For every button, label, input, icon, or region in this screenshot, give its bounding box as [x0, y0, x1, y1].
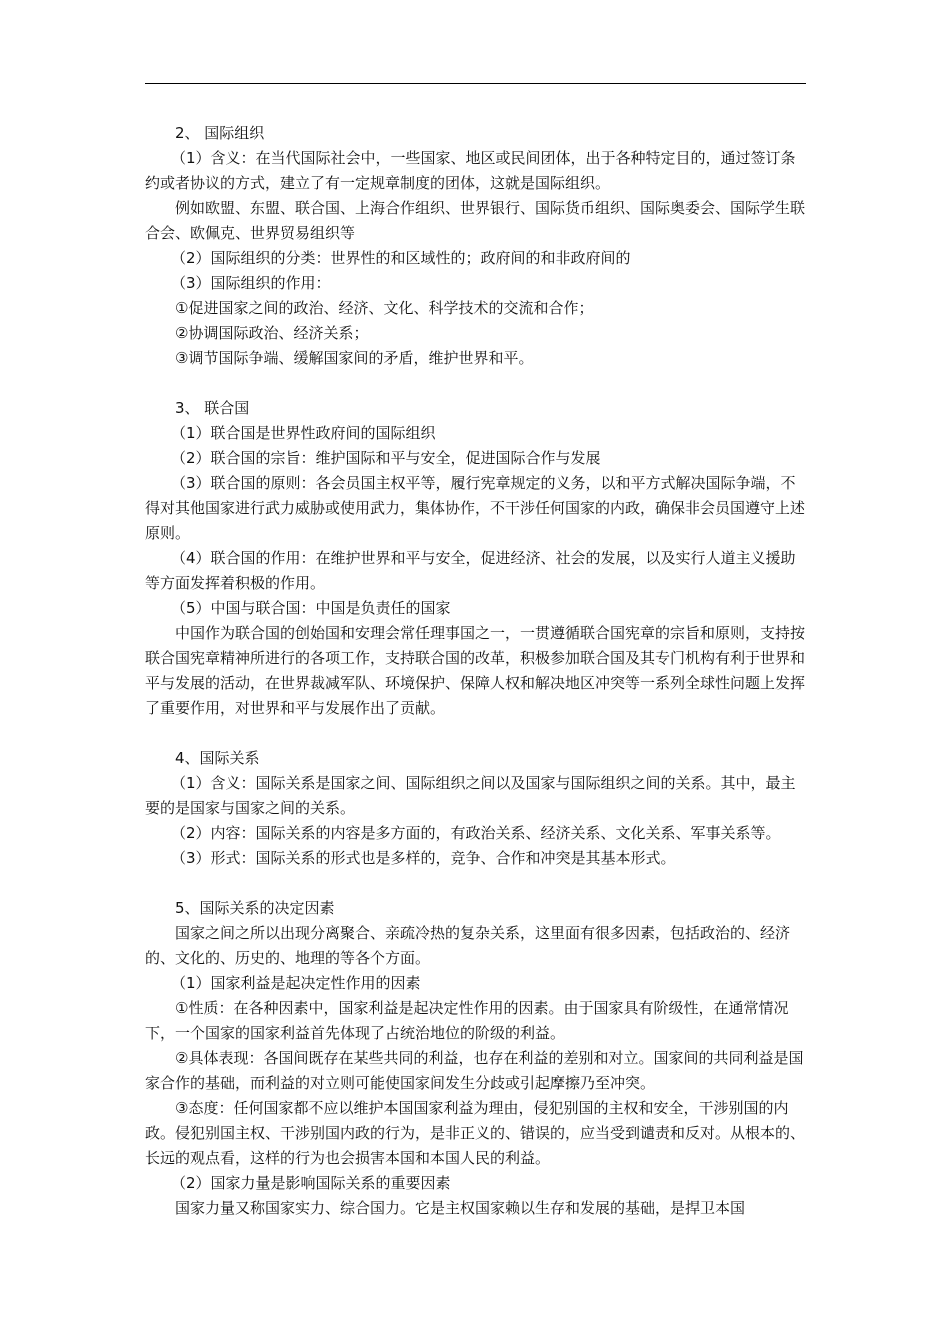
paragraph: 中国作为联合国的创始国和安理会常任理事国之一，一贯遵循联合国宪章的宗旨和原则，支持按联合国宪章精神所进行的各项工作，支持联合国的改革，积极参加联合国及其专门机构有利于世界和平与发展的活动，在世界裁减军队、环境保护、保障人权和解决地区冲突等一系列全球性问题上发挥了重要作用，对世界和平与发展作出了贡献。	[145, 624, 806, 717]
list-item: ③调节国际争端、缓解国家间的矛盾，维护世界和平。	[175, 349, 534, 367]
paragraph: 国家力量又称国家实力、综合国力。它是主权国家赖以生存和发展的基础，是捍卫本国	[175, 1199, 746, 1217]
list-item: ①促进国家之间的政治、经济、文化、科学技术的交流和合作；	[175, 299, 594, 317]
document-body	[145, 121, 809, 1221]
paragraph: （5）中国与联合国：中国是负责任的国家	[171, 599, 451, 617]
paragraph: （3）形式：国际关系的形式也是多样的，竞争、合作和冲突是其基本形式。	[171, 849, 676, 867]
list-item: ②协调国际政治、经济关系；	[175, 324, 369, 342]
paragraph: （1）含义：国际关系是国家之间、国际组织之间以及国家与国际组织之间的关系。其中，最主要的是国家与国家之间的关系。	[145, 774, 796, 817]
section-heading: 3、 联合国	[175, 399, 250, 417]
paragraph: （1）联合国是世界性政府间的国际组织	[171, 424, 436, 442]
section-heading: 2、 国际组织	[175, 124, 265, 142]
paragraph: 例如欧盟、东盟、联合国、上海合作组织、世界银行、国际货币组织、国际奥委会、国际学生联合会、欧佩克、世界贸易组织等	[145, 199, 806, 242]
paragraph: ②具体表现：各国间既存在某些共同的利益，也存在利益的差别和对立。国家间的共同利益是国家合作的基础，而利益的对立则可能使国家间发生分歧或引起摩擦乃至冲突。	[145, 1049, 804, 1092]
paragraph: （2）内容：国际关系的内容是多方面的，有政治关系、经济关系、文化关系、军事关系等。	[171, 824, 781, 842]
section-gap	[145, 371, 809, 396]
paragraph: （2）国家力量是影响国际关系的重要因素	[171, 1174, 451, 1192]
section-heading: 4、国际关系	[175, 749, 260, 767]
paragraph: （3）联合国的原则：各会员国主权平等，履行宪章规定的义务，以和平方式解决国际争端，不得对其他国家进行武力威胁或使用武力，集体协作，不干涉任何国家的内政，确保非会员国遵守上述原则。	[145, 474, 806, 542]
section-gap	[145, 871, 809, 896]
paragraph: （1）含义：在当代国际社会中，一些国家、地区或民间团体，出于各种特定目的，通过签订条约或者协议的方式，建立了有一定规章制度的团体，这就是国际组织。	[145, 149, 796, 192]
paragraph: （2）国际组织的分类：世界性的和区域性的；政府间的和非政府间的	[171, 249, 631, 267]
header-rule	[145, 83, 806, 84]
section-gap	[145, 721, 809, 746]
paragraph: ③态度：任何国家都不应以维护本国国家利益为理由，侵犯别国的主权和安全，干涉别国的内政。侵犯别国主权、干涉别国内政的行为，是非正义的、错误的，应当受到谴责和反对。从根本的、长远的观点看，这样的行为也会损害本国和本国人民的利益。	[145, 1099, 806, 1167]
paragraph: （4）联合国的作用：在维护世界和平与安全，促进经济、社会的发展，以及实行人道主义援助等方面发挥着积极的作用。	[145, 549, 796, 592]
paragraph: （1）国家利益是起决定性作用的因素	[171, 974, 421, 992]
paragraph: （2）联合国的宗旨：维护国际和平与安全，促进国际合作与发展	[171, 449, 601, 467]
section-heading: 5、国际关系的决定因素	[175, 899, 335, 917]
paragraph: （3）国际组织的作用：	[171, 274, 331, 292]
paragraph: ①性质：在各种因素中，国家利益是起决定性作用的因素。由于国家具有阶级性，在通常情况下，一个国家的国家利益首先体现了占统治地位的阶级的利益。	[145, 999, 789, 1042]
paragraph: 国家之间之所以出现分离聚合、亲疏冷热的复杂关系，这里面有很多因素，包括政治的、经济的、文化的、历史的、地理的等各个方面。	[145, 924, 791, 967]
